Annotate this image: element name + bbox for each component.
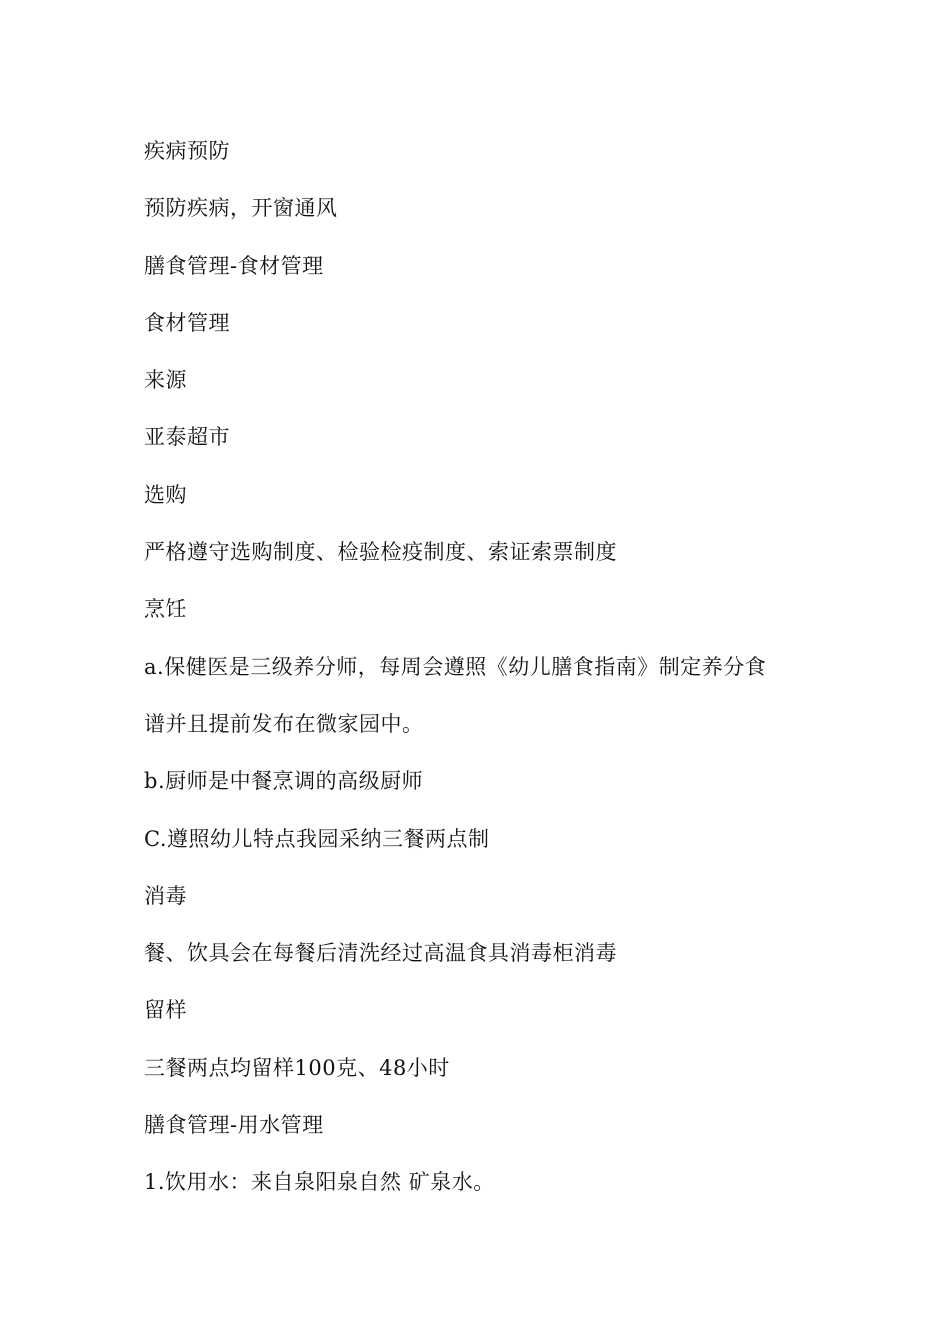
text-drinking-water: 1.饮用水：来自泉阳泉自然 矿泉水。 — [144, 1170, 495, 1195]
heading-water-management: 膳食管理-用水管理 — [144, 1113, 324, 1138]
text-cooking-item-b: b.厨师是中餐烹调的高级厨师 — [144, 769, 424, 794]
label-purchasing: 选购 — [144, 482, 187, 507]
text-cooking-item-a: a.保健医是三级养分师，每周会遵照《幼儿膳食指南》制定养分食 — [144, 654, 767, 679]
heading-disease-prevention: 疾病预防 — [144, 139, 230, 163]
label-source: 来源 — [144, 368, 187, 393]
text-purchasing-rules: 严格遵守选购制度、检验检疫制度、索证索票制度 — [144, 540, 617, 565]
subheading-ingredient-management: 食材管理 — [144, 310, 230, 335]
heading-food-ingredient-management: 膳食管理-食材管理 — [144, 253, 324, 278]
label-cooking: 烹饪 — [144, 597, 187, 622]
label-disinfection: 消毒 — [144, 883, 187, 908]
text-disinfection: 餐、饮具会在每餐后清洗经过高温食具消毒柜消毒 — [144, 941, 617, 966]
text-source-supermarket: 亚泰超市 — [144, 425, 230, 450]
text-sample-retention: 三餐两点均留样100克、48小时 — [144, 1055, 450, 1080]
label-sample-retention: 留样 — [144, 998, 187, 1023]
text-cooking-item-c: C.遵照幼儿特点我园采纳三餐两点制 — [144, 826, 490, 851]
paragraph-prevention-ventilation: 预防疾病，开窗通风 — [144, 196, 338, 221]
document-body — [144, 131, 824, 1220]
text-cooking-item-a-continued: 谱并且提前发布在微家园中。 — [144, 711, 424, 736]
